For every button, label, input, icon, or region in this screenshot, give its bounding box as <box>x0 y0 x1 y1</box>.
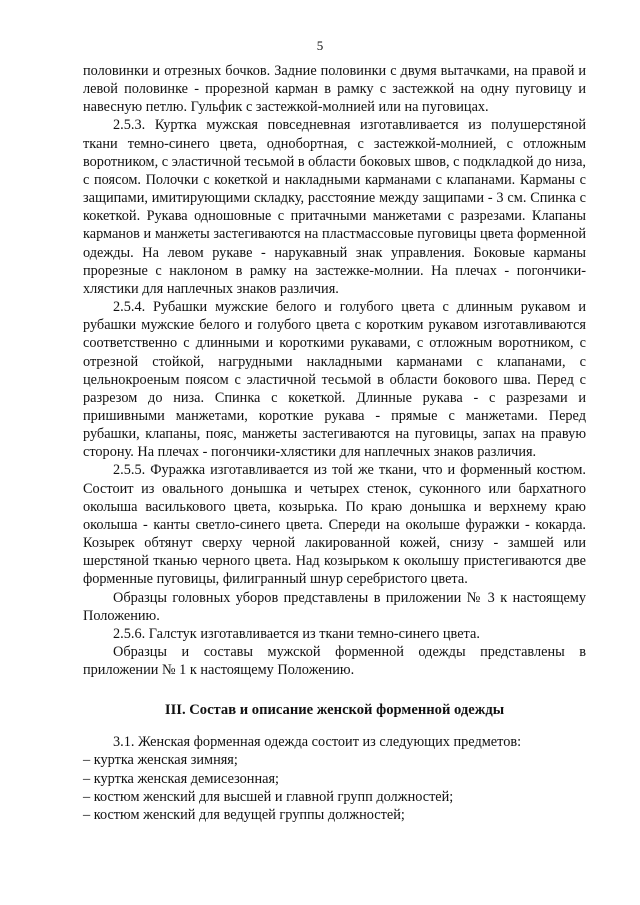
list-item: – куртка женская демисезонная; <box>83 770 279 787</box>
paragraph-trousers-continuation: половинки и отрезных бочков. Задние половинки с двумя вытачками, на правой и левой половинке - прорезной карман в рамку с застежкой на одну пуговицу и навесную петлю. Гульфик с застежкой-молнией или на пуговицах. <box>83 63 586 116</box>
section-heading: III. Состав и описание женской форменной одежды <box>164 702 505 719</box>
paragraph-2-5-5-cap: 2.5.5. Фуражка изготавливается из той же ткани, что и форменный костюм. Состоит из овального донышка и четырех стенок, суконного или бархатного околыша василькового цвета, козырька. По краю донышка и верхнему краю околыша - канты светло-синего цвета. Спереди на околыше фуражки - кокарда. Козырек обтянут сверху черной лакированной кожей, снизу - замшей или шерстяной тканью черного цвета. Над козырьком к околышу пристегиваются две форменные пуговицы, филигранный шнур серебристого цвета. <box>83 462 586 588</box>
list-item: – куртка женская зимняя; <box>83 752 238 769</box>
list-intro: 3.1. Женская форменная одежда состоит из следующих предметов: <box>113 734 522 751</box>
paragraph-mens-uniform-samples: Образцы и составы мужской форменной одежды представлены в приложении № 1 к настоящему Положению. <box>83 644 586 679</box>
womens-uniform-list <box>83 751 586 824</box>
document-body <box>83 62 586 824</box>
paragraph-2-5-6-tie: 2.5.6. Галстук изготавливается из ткани темно-синего цвета. <box>113 625 480 642</box>
paragraph-2-5-4-shirts: 2.5.4. Рубашки мужские белого и голубого цвета с длинным рукавом и рубашки мужские белого и голубого цвета с коротким рукавом изготавливаются соответственно с длинными и короткими рукавами, с отложным воротником, с отрезной стойкой, нагрудными накладными карманами с клапанами, с цельнокроеным поясом с эластичной тесьмой в области бокового шва. Перед с разрезом до низа. Спинка с кокеткой. Длинные рукава - с разрезами и пришивными манжетами, короткие рукава - прямые с манжетами. Перед рубашки, клапаны, пояс, манжеты застегиваются на пуговицы, запах на правую сторону. На плечах - погончики-хлястики для наплечных знаков различия. <box>83 299 586 461</box>
page-number: 5 <box>316 38 324 53</box>
paragraph-2-5-3-jacket: 2.5.3. Куртка мужская повседневная изготавливается из полушерстяной ткани темно-синего цвета, однобортная, с застежкой-молнией, с отложным воротником, с эластичной тесьмой в области боковых швов, с подкладкой до низа, с поясом. Полочки с кокеткой и накладными карманами с клапанами. Карманы с защипами, имитирующими складку, расстояние между защипами - 3 см. Спинка с кокеткой. Рукава одношовные с притачными манжетами с разрезами. Клапаны карманов и манжеты застегиваются на пластмассовые пуговицы цвета форменной одежды. На левом рукаве - нарукавный знак управления. Боковые карманы прорезные с наклоном в рамку на застежке-молнии. На плечах - погончики-хлястики для наплечных знаков различия. <box>83 117 586 297</box>
list-item: – костюм женский для ведущей группы должностей; <box>83 806 405 823</box>
paragraph-headwear-samples: Образцы головных уборов представлены в приложении № 3 к настоящему Положению. <box>83 589 586 624</box>
list-item: – костюм женский для высшей и главной групп должностей; <box>83 788 454 805</box>
